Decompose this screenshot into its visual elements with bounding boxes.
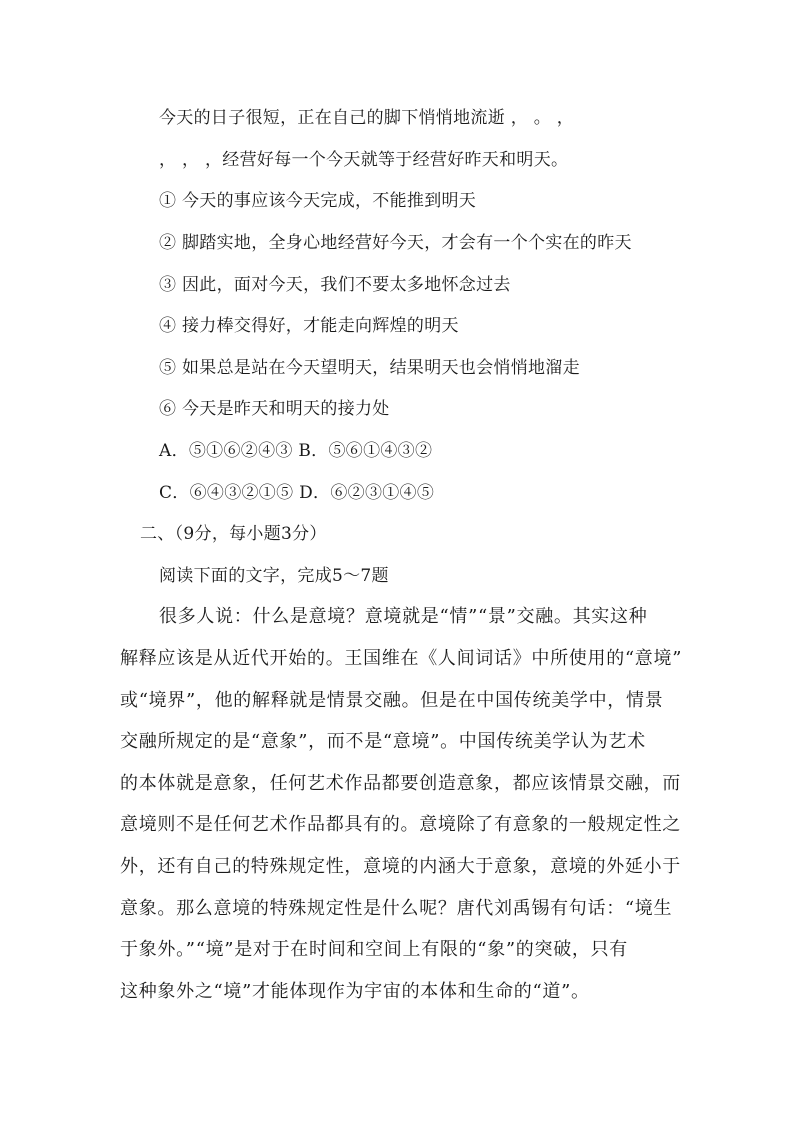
sentence-item-4: ④ 接力棒交得好，才能走向辉煌的明天 (159, 316, 459, 336)
question-stem-line-2: ， ， ，经营好每一个今天就等于经营好昨天和明天。 (159, 150, 569, 170)
passage-line-5: 的本体就是意象，任何艺术作品都要创造意象，都应该情景交融，而 (120, 773, 681, 794)
passage-line-2: 解释应该是从近代开始的。王国维在《人间词话》中所使用的“意境” (120, 648, 683, 669)
passage-line-1: 很多人说：什么是意境？意境就是“情”“景”交融。其实这种 (159, 606, 648, 627)
passage-line-10: 这种象外之“境”才能体现作为宇宙的本体和生命的“道”。 (120, 981, 590, 1002)
passage-line-9: 于象外。”“境”是对于在时间和空间上有限的“象”的突破，只有 (120, 939, 629, 960)
passage-line-4: 交融所规定的是“意象”，而不是“意境”。中国传统美学认为艺术 (120, 731, 646, 752)
reading-instruction: 阅读下面的文字，完成5～7题 (159, 566, 389, 586)
answer-options-cd: C．⑥④③②①⑤ D．⑥②③①④⑤ (159, 483, 435, 503)
sentence-item-5: ⑤ 如果总是站在今天望明天，结果明天也会悄悄地溜走 (159, 358, 580, 378)
sentence-item-6: ⑥ 今天是昨天和明天的接力处 (159, 399, 390, 419)
sentence-item-2: ② 脚踏实地，全身心地经营好今天，才会有一个个实在的昨天 (159, 233, 632, 253)
question-stem-line-1: 今天的日子很短，正在自己的脚下悄悄地流逝 ， 。 ， (159, 108, 575, 128)
section-heading: 二、（9分，每小题3分） (140, 524, 327, 544)
passage-line-6: 意境则不是任何艺术作品都具有的。意境除了有意象的一般规定性之 (120, 814, 681, 835)
passage-line-3: 或“境界”，他的解释就是情景交融。但是在中国传统美学中，情景 (120, 690, 664, 711)
answer-options-ab: A．⑤①⑥②④③ B．⑤⑥①④③② (159, 441, 433, 461)
passage-line-7: 外，还有自己的特殊规定性，意境的内涵大于意象，意境的外延小于 (120, 856, 681, 877)
passage-line-8: 意象。那么意境的特殊规定性是什么呢？唐代刘禹锡有句话：“境生 (120, 898, 673, 919)
sentence-item-1: ① 今天的事应该今天完成，不能推到明天 (159, 191, 477, 211)
sentence-item-3: ③ 因此，面对今天，我们不要太多地怀念过去 (159, 275, 511, 295)
